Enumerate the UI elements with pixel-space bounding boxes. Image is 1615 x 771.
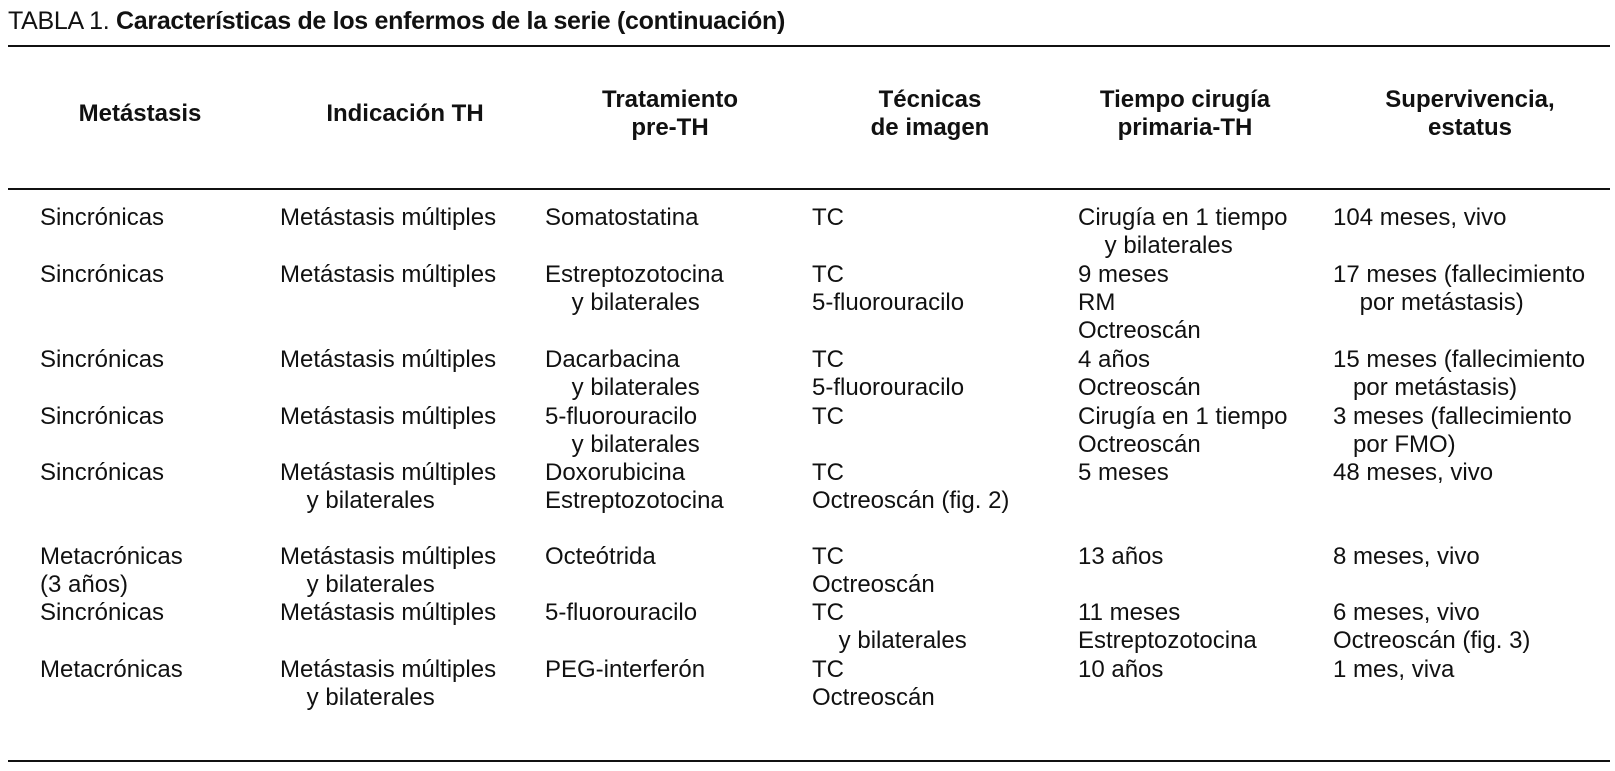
- cell-tratamiento: Estreptozotocina y bilaterales: [545, 261, 724, 316]
- cell-metastasis: Metacrónicas (3 años): [40, 543, 183, 598]
- table-row: [0, 543, 1615, 599]
- cell-tratamiento: PEG-interferón: [545, 656, 706, 683]
- cell-tiempo: Cirugía en 1 tiempo Octreoscán: [1078, 403, 1288, 458]
- column-header-indicacion: Indicación TH: [326, 100, 484, 127]
- cell-supervivencia: 3 meses (fallecimiento por FMO): [1333, 403, 1572, 458]
- cell-tiempo: 13 años: [1078, 543, 1164, 570]
- column-header-supervivencia: Supervivencia, estatus: [1385, 86, 1555, 141]
- table-caption-title: Características de los enfermos de la serie (continuación): [116, 7, 785, 35]
- table-body: [0, 204, 1615, 716]
- cell-tecnicas: TC Octreoscán: [812, 656, 935, 711]
- cell-metastasis: Sincrónicas: [40, 346, 165, 373]
- cell-metastasis: Sincrónicas: [40, 204, 165, 231]
- cell-metastasis: Sincrónicas: [40, 599, 165, 626]
- cell-tratamiento: 5-fluorouracilo y bilaterales: [545, 403, 700, 458]
- table-row: [0, 656, 1615, 716]
- cell-metastasis: Sincrónicas: [40, 403, 165, 430]
- cell-tecnicas: TC Octreoscán (fig. 2): [812, 459, 1010, 514]
- table-row: [0, 459, 1615, 543]
- cell-metastasis: Sincrónicas: [40, 459, 165, 486]
- cell-tiempo: 10 años: [1078, 656, 1164, 683]
- table-top-rule: [8, 45, 1610, 47]
- cell-tiempo: 9 meses RM Octreoscán: [1078, 261, 1201, 344]
- cell-indicacion: Metástasis múltiples y bilaterales: [280, 543, 497, 598]
- cell-indicacion: Metástasis múltiples: [280, 599, 497, 626]
- cell-tecnicas: TC 5-fluorouracilo: [812, 261, 965, 316]
- cell-metastasis: Metacrónicas: [40, 656, 183, 683]
- cell-tratamiento: 5-fluorouracilo: [545, 599, 698, 626]
- cell-tiempo: 11 meses Estreptozotocina: [1078, 599, 1257, 654]
- cell-tiempo: Cirugía en 1 tiempo y bilaterales: [1078, 204, 1288, 259]
- cell-indicacion: Metástasis múltiples: [280, 204, 497, 231]
- cell-supervivencia: 1 mes, viva: [1333, 656, 1455, 683]
- cell-tratamiento: Doxorubicina Estreptozotocina: [545, 459, 724, 514]
- cell-tratamiento: Dacarbacina y bilaterales: [545, 346, 700, 401]
- cell-supervivencia: 48 meses, vivo: [1333, 459, 1494, 486]
- cell-tecnicas: TC 5-fluorouracilo: [812, 346, 965, 401]
- cell-indicacion: Metástasis múltiples: [280, 346, 497, 373]
- cell-indicacion: Metástasis múltiples: [280, 261, 497, 288]
- table-bottom-rule: [8, 760, 1610, 762]
- column-header-metastasis: Metástasis: [78, 100, 202, 127]
- cell-supervivencia: 104 meses, vivo: [1333, 204, 1507, 231]
- table-row: [0, 403, 1615, 459]
- cell-supervivencia: 15 meses (fallecimiento por metástasis): [1333, 346, 1586, 401]
- cell-tiempo: 4 años Octreoscán: [1078, 346, 1201, 401]
- cell-tecnicas: TC: [812, 204, 844, 231]
- cell-indicacion: Metástasis múltiples y bilaterales: [280, 459, 497, 514]
- cell-supervivencia: 8 meses, vivo: [1333, 543, 1480, 570]
- table-row: [0, 599, 1615, 656]
- column-header-tratamiento: Tratamiento pre-TH: [601, 86, 739, 141]
- column-header-tecnicas: Técnicas de imagen: [870, 86, 990, 141]
- cell-tiempo: 5 meses: [1078, 459, 1169, 486]
- cell-tecnicas: TC: [812, 403, 844, 430]
- table-caption-prefix: TABLA 1.: [8, 7, 110, 35]
- header-bottom-rule: [8, 188, 1610, 190]
- cell-indicacion: Metástasis múltiples: [280, 403, 497, 430]
- cell-tratamiento: Somatostatina: [545, 204, 699, 231]
- cell-metastasis: Sincrónicas: [40, 261, 165, 288]
- table-caption: [8, 6, 785, 36]
- table-row: [0, 346, 1615, 403]
- cell-tratamiento: Octeótrida: [545, 543, 656, 570]
- table-row: [0, 261, 1615, 346]
- cell-tecnicas: TC Octreoscán: [812, 543, 935, 598]
- cell-supervivencia: 6 meses, vivo Octreoscán (fig. 3): [1333, 599, 1531, 654]
- column-header-tiempo: Tiempo cirugía primaria-TH: [1099, 86, 1271, 141]
- table-row: [0, 204, 1615, 261]
- cell-supervivencia: 17 meses (fallecimiento por metástasis): [1333, 261, 1586, 316]
- cell-indicacion: Metástasis múltiples y bilaterales: [280, 656, 497, 711]
- cell-tecnicas: TC y bilaterales: [812, 599, 967, 654]
